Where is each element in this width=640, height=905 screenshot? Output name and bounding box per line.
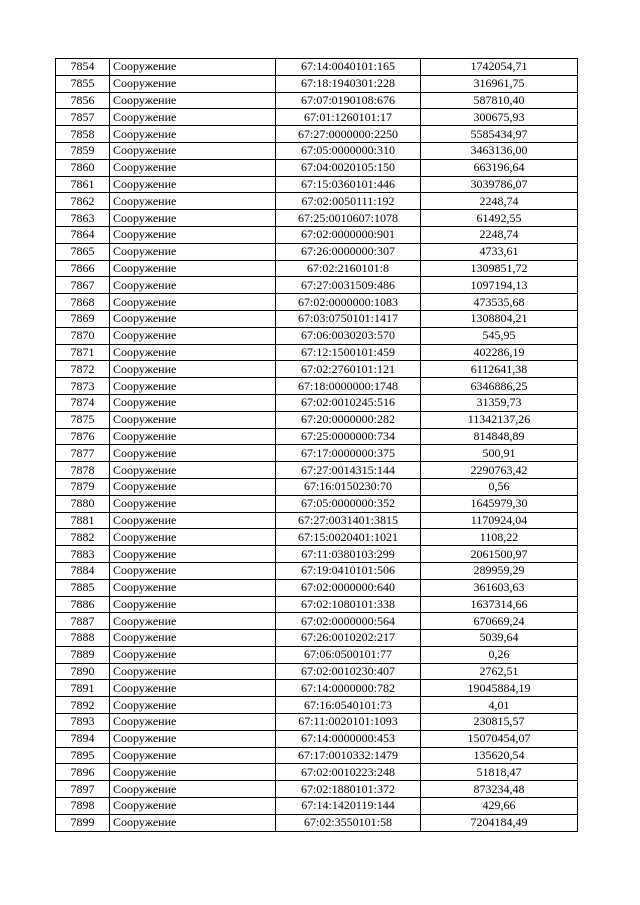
cadastral-value-cell: 51818,47 <box>421 764 578 781</box>
table-row <box>56 714 578 731</box>
object-type-cell: Сооружение <box>110 394 276 411</box>
cadastral-value-cell: 1637314,66 <box>421 596 578 613</box>
cadastral-number-cell: 67:26:0010202:217 <box>276 630 421 647</box>
object-type-cell: Сооружение <box>110 646 276 663</box>
object-type-cell: Сооружение <box>110 428 276 445</box>
cadastral-number-cell: 67:02:2760101:121 <box>276 361 421 378</box>
cadastral-value-cell: 61492,55 <box>421 210 578 227</box>
row-number-cell: 7855 <box>56 75 110 92</box>
table-row <box>56 562 578 579</box>
table-row <box>56 159 578 176</box>
cadastral-number-cell: 67:05:0000000:310 <box>276 142 421 159</box>
cadastral-value-cell: 670669,24 <box>421 613 578 630</box>
row-number-cell: 7854 <box>56 59 110 76</box>
table-row <box>56 613 578 630</box>
cadastral-number-cell: 67:25:0010607:1078 <box>276 210 421 227</box>
row-number-cell: 7896 <box>56 764 110 781</box>
object-type-cell: Сооружение <box>110 714 276 731</box>
cadastral-number-cell: 67:05:0000000:352 <box>276 495 421 512</box>
table-row <box>56 260 578 277</box>
table-row <box>56 378 578 395</box>
table-row <box>56 310 578 327</box>
table-row <box>56 92 578 109</box>
cadastral-value-cell: 545,95 <box>421 327 578 344</box>
cadastral-value-cell: 2290763,42 <box>421 462 578 479</box>
row-number-cell: 7875 <box>56 411 110 428</box>
table-row <box>56 462 578 479</box>
cadastral-number-cell: 67:02:1880101:372 <box>276 781 421 798</box>
table-row <box>56 814 578 831</box>
cadastral-number-cell: 67:26:0000000:307 <box>276 243 421 260</box>
row-number-cell: 7885 <box>56 579 110 596</box>
table-row <box>56 327 578 344</box>
object-type-cell: Сооружение <box>110 226 276 243</box>
cadastral-number-cell: 67:02:0000000:640 <box>276 579 421 596</box>
cadastral-number-cell: 67:18:0000000:1748 <box>276 378 421 395</box>
cadastral-value-cell: 1645979,30 <box>421 495 578 512</box>
cadastral-value-cell: 1308804,21 <box>421 310 578 327</box>
table-row <box>56 495 578 512</box>
cadastral-value-cell: 135620,54 <box>421 747 578 764</box>
cadastral-number-cell: 67:12:1500101:459 <box>276 344 421 361</box>
cadastral-value-cell: 500,91 <box>421 445 578 462</box>
cadastral-number-cell: 67:02:3550101:58 <box>276 814 421 831</box>
object-type-cell: Сооружение <box>110 730 276 747</box>
table-row <box>56 730 578 747</box>
cadastral-number-cell: 67:07:0190108:676 <box>276 92 421 109</box>
cadastral-number-cell: 67:02:0000000:1083 <box>276 294 421 311</box>
table-row <box>56 697 578 714</box>
row-number-cell: 7871 <box>56 344 110 361</box>
cadastral-value-cell: 1742054,71 <box>421 59 578 76</box>
object-type-cell: Сооружение <box>110 109 276 126</box>
object-type-cell: Сооружение <box>110 579 276 596</box>
cadastral-number-cell: 67:03:0750101:1417 <box>276 310 421 327</box>
object-type-cell: Сооружение <box>110 764 276 781</box>
row-number-cell: 7862 <box>56 193 110 210</box>
cadastral-number-cell: 67:14:0000000:453 <box>276 730 421 747</box>
cadastral-number-cell: 67:20:0000000:282 <box>276 411 421 428</box>
object-type-cell: Сооружение <box>110 277 276 294</box>
cadastral-number-cell: 67:02:0010223:248 <box>276 764 421 781</box>
row-number-cell: 7869 <box>56 310 110 327</box>
cadastral-value-cell: 402286,19 <box>421 344 578 361</box>
table-row <box>56 445 578 462</box>
cadastral-value-cell: 873234,48 <box>421 781 578 798</box>
object-type-cell: Сооружение <box>110 159 276 176</box>
cadastral-number-cell: 67:15:0020401:1021 <box>276 529 421 546</box>
cadastral-number-cell: 67:15:0360101:446 <box>276 176 421 193</box>
cadastral-number-cell: 67:16:0540101:73 <box>276 697 421 714</box>
cadastral-value-cell: 429,66 <box>421 798 578 815</box>
object-type-cell: Сооружение <box>110 327 276 344</box>
object-type-cell: Сооружение <box>110 294 276 311</box>
table-row <box>56 75 578 92</box>
table-row <box>56 512 578 529</box>
object-type-cell: Сооружение <box>110 344 276 361</box>
table-row <box>56 361 578 378</box>
object-type-cell: Сооружение <box>110 176 276 193</box>
cadastral-value-cell: 2762,51 <box>421 663 578 680</box>
row-number-cell: 7898 <box>56 798 110 815</box>
object-type-cell: Сооружение <box>110 411 276 428</box>
object-type-cell: Сооружение <box>110 193 276 210</box>
object-type-cell: Сооружение <box>110 495 276 512</box>
row-number-cell: 7878 <box>56 462 110 479</box>
object-type-cell: Сооружение <box>110 310 276 327</box>
row-number-cell: 7890 <box>56 663 110 680</box>
cadastral-value-cell: 7204184,49 <box>421 814 578 831</box>
row-number-cell: 7882 <box>56 529 110 546</box>
cadastral-value-cell: 1097194,13 <box>421 277 578 294</box>
cadastral-number-cell: 67:27:0014315:144 <box>276 462 421 479</box>
table-row <box>56 663 578 680</box>
row-number-cell: 7867 <box>56 277 110 294</box>
cadastral-value-cell: 1108,22 <box>421 529 578 546</box>
cadastral-number-cell: 67:02:0010245:516 <box>276 394 421 411</box>
cadastral-number-cell: 67:27:0031401:3815 <box>276 512 421 529</box>
row-number-cell: 7884 <box>56 562 110 579</box>
cadastral-value-cell: 2248,74 <box>421 226 578 243</box>
cadastral-value-cell: 3463136,00 <box>421 142 578 159</box>
table-row <box>56 411 578 428</box>
object-type-cell: Сооружение <box>110 512 276 529</box>
cadastral-value-cell: 3039786,07 <box>421 176 578 193</box>
cadastral-value-cell: 0,26 <box>421 646 578 663</box>
table-row <box>56 596 578 613</box>
object-type-cell: Сооружение <box>110 814 276 831</box>
row-number-cell: 7866 <box>56 260 110 277</box>
cadastral-number-cell: 67:17:0010332:1479 <box>276 747 421 764</box>
object-type-cell: Сооружение <box>110 630 276 647</box>
cadastral-value-cell: 473535,68 <box>421 294 578 311</box>
cadastral-number-cell: 67:02:0050111:192 <box>276 193 421 210</box>
row-number-cell: 7865 <box>56 243 110 260</box>
row-number-cell: 7874 <box>56 394 110 411</box>
table-row <box>56 126 578 143</box>
object-type-cell: Сооружение <box>110 260 276 277</box>
table-row <box>56 764 578 781</box>
cadastral-number-cell: 67:02:0000000:901 <box>276 226 421 243</box>
row-number-cell: 7895 <box>56 747 110 764</box>
object-type-cell: Сооружение <box>110 210 276 227</box>
cadastral-number-cell: 67:18:1940301:228 <box>276 75 421 92</box>
object-type-cell: Сооружение <box>110 613 276 630</box>
cadastral-value-cell: 1309851,72 <box>421 260 578 277</box>
row-number-cell: 7861 <box>56 176 110 193</box>
cadastral-value-cell: 5039,64 <box>421 630 578 647</box>
table-row <box>56 781 578 798</box>
cadastral-value-cell: 11342137,26 <box>421 411 578 428</box>
object-type-cell: Сооружение <box>110 92 276 109</box>
row-number-cell: 7883 <box>56 546 110 563</box>
cadastral-value-cell: 663196,64 <box>421 159 578 176</box>
table-row <box>56 680 578 697</box>
row-number-cell: 7876 <box>56 428 110 445</box>
object-type-cell: Сооружение <box>110 697 276 714</box>
object-type-cell: Сооружение <box>110 663 276 680</box>
object-type-cell: Сооружение <box>110 478 276 495</box>
table-row <box>56 344 578 361</box>
object-type-cell: Сооружение <box>110 462 276 479</box>
object-type-cell: Сооружение <box>110 596 276 613</box>
table-row <box>56 210 578 227</box>
cadastral-number-cell: 67:25:0000000:734 <box>276 428 421 445</box>
cadastral-value-cell: 230815,57 <box>421 714 578 731</box>
cadastral-value-cell: 4,01 <box>421 697 578 714</box>
object-type-cell: Сооружение <box>110 243 276 260</box>
table-row <box>56 59 578 76</box>
cadastral-value-cell: 1170924,04 <box>421 512 578 529</box>
row-number-cell: 7880 <box>56 495 110 512</box>
table-row <box>56 142 578 159</box>
row-number-cell: 7872 <box>56 361 110 378</box>
object-type-cell: Сооружение <box>110 798 276 815</box>
table-row <box>56 546 578 563</box>
cadastral-number-cell: 67:02:2160101:8 <box>276 260 421 277</box>
object-type-cell: Сооружение <box>110 126 276 143</box>
cadastral-number-cell: 67:02:0010230:407 <box>276 663 421 680</box>
row-number-cell: 7887 <box>56 613 110 630</box>
row-number-cell: 7857 <box>56 109 110 126</box>
row-number-cell: 7873 <box>56 378 110 395</box>
table-row <box>56 646 578 663</box>
cadastral-value-cell: 289959,29 <box>421 562 578 579</box>
cadastral-number-cell: 67:19:0410101:506 <box>276 562 421 579</box>
object-type-cell: Сооружение <box>110 142 276 159</box>
table-row <box>56 579 578 596</box>
object-type-cell: Сооружение <box>110 445 276 462</box>
row-number-cell: 7864 <box>56 226 110 243</box>
cadastral-value-cell: 19045884,19 <box>421 680 578 697</box>
row-number-cell: 7870 <box>56 327 110 344</box>
row-number-cell: 7868 <box>56 294 110 311</box>
cadastral-number-cell: 67:11:0380103:299 <box>276 546 421 563</box>
cadastral-value-cell: 2248,74 <box>421 193 578 210</box>
row-number-cell: 7856 <box>56 92 110 109</box>
row-number-cell: 7892 <box>56 697 110 714</box>
cadastral-value-cell: 6346886,25 <box>421 378 578 395</box>
cadastral-value-cell: 6112641,38 <box>421 361 578 378</box>
table-row <box>56 798 578 815</box>
object-type-cell: Сооружение <box>110 562 276 579</box>
table-row <box>56 193 578 210</box>
row-number-cell: 7859 <box>56 142 110 159</box>
cadastral-number-cell: 67:27:0031509:486 <box>276 277 421 294</box>
row-number-cell: 7897 <box>56 781 110 798</box>
object-type-cell: Сооружение <box>110 361 276 378</box>
table-row <box>56 428 578 445</box>
table-row <box>56 243 578 260</box>
object-type-cell: Сооружение <box>110 75 276 92</box>
cadastral-number-cell: 67:02:0000000:564 <box>276 613 421 630</box>
cadastral-value-cell: 4733,61 <box>421 243 578 260</box>
object-type-cell: Сооружение <box>110 747 276 764</box>
cadastral-value-cell: 15070454,07 <box>421 730 578 747</box>
cadastral-value-cell: 300675,93 <box>421 109 578 126</box>
row-number-cell: 7886 <box>56 596 110 613</box>
object-type-cell: Сооружение <box>110 546 276 563</box>
row-number-cell: 7860 <box>56 159 110 176</box>
cadastral-number-cell: 67:11:0020101:1093 <box>276 714 421 731</box>
cadastral-value-cell: 0,56 <box>421 478 578 495</box>
cadastral-value-cell: 2061500,97 <box>421 546 578 563</box>
cadastral-number-cell: 67:14:0000000:782 <box>276 680 421 697</box>
row-number-cell: 7891 <box>56 680 110 697</box>
registry-table-body <box>56 59 578 832</box>
cadastral-number-cell: 67:06:0030203:570 <box>276 327 421 344</box>
cadastral-number-cell: 67:14:0040101:165 <box>276 59 421 76</box>
cadastral-number-cell: 67:17:0000000:375 <box>276 445 421 462</box>
object-type-cell: Сооружение <box>110 378 276 395</box>
table-row <box>56 277 578 294</box>
row-number-cell: 7858 <box>56 126 110 143</box>
cadastral-number-cell: 67:14:1420119:144 <box>276 798 421 815</box>
table-row <box>56 630 578 647</box>
table-row <box>56 109 578 126</box>
row-number-cell: 7879 <box>56 478 110 495</box>
cadastral-value-cell: 5585434,97 <box>421 126 578 143</box>
cadastral-number-cell: 67:16:0150230:70 <box>276 478 421 495</box>
row-number-cell: 7881 <box>56 512 110 529</box>
table-row <box>56 747 578 764</box>
object-type-cell: Сооружение <box>110 59 276 76</box>
table-row <box>56 294 578 311</box>
row-number-cell: 7889 <box>56 646 110 663</box>
table-row <box>56 394 578 411</box>
cadastral-value-cell: 814848,89 <box>421 428 578 445</box>
table-row <box>56 226 578 243</box>
row-number-cell: 7894 <box>56 730 110 747</box>
cadastral-number-cell: 67:27:0000000:2250 <box>276 126 421 143</box>
cadastral-number-cell: 67:01:1260101:17 <box>276 109 421 126</box>
cadastral-number-cell: 67:02:1080101:338 <box>276 596 421 613</box>
table-row <box>56 478 578 495</box>
row-number-cell: 7899 <box>56 814 110 831</box>
row-number-cell: 7877 <box>56 445 110 462</box>
cadastral-value-cell: 31359,73 <box>421 394 578 411</box>
table-row <box>56 529 578 546</box>
property-registry-table <box>55 58 578 832</box>
cadastral-value-cell: 587810,40 <box>421 92 578 109</box>
object-type-cell: Сооружение <box>110 529 276 546</box>
row-number-cell: 7888 <box>56 630 110 647</box>
row-number-cell: 7893 <box>56 714 110 731</box>
cadastral-number-cell: 67:04:0020105:150 <box>276 159 421 176</box>
cadastral-value-cell: 361603,63 <box>421 579 578 596</box>
object-type-cell: Сооружение <box>110 781 276 798</box>
table-row <box>56 176 578 193</box>
row-number-cell: 7863 <box>56 210 110 227</box>
object-type-cell: Сооружение <box>110 680 276 697</box>
cadastral-number-cell: 67:06:0500101:77 <box>276 646 421 663</box>
cadastral-value-cell: 316961,75 <box>421 75 578 92</box>
